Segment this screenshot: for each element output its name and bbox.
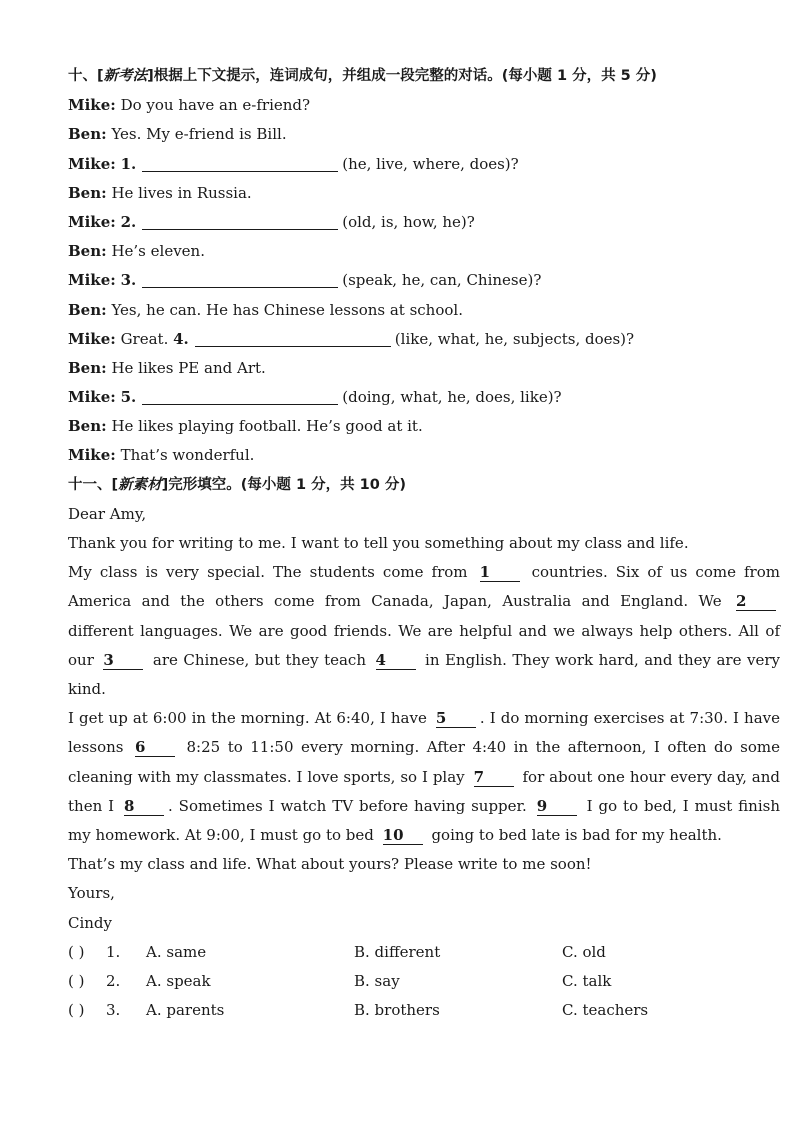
dialogue-line: [68, 296, 780, 325]
cloze-gap-5[interactable]: 5: [436, 709, 476, 728]
section-10-instructions: ]根据上下文提示，连词成句，并组成一段完整的对话。(每小题 1 分，共 5 分): [147, 68, 657, 84]
dialogue-text: He likes playing football. He’s good at it.: [111, 417, 423, 436]
question-number: 1.: [120, 154, 137, 173]
section-10-heading: [68, 62, 780, 91]
speaker: Mike:: [68, 212, 116, 231]
letter-greeting: Dear Amy,: [68, 504, 147, 523]
dialogue-question-4: [68, 325, 780, 354]
question-number: 5.: [120, 388, 137, 407]
option-a[interactable]: A. speak: [146, 971, 211, 990]
speaker: Ben:: [68, 358, 107, 377]
passage-text: I go to bed, I must finish my homework. At 9:00, I must go to bed: [68, 796, 780, 845]
passage-text: . Sometimes I watch TV before having supper.: [168, 796, 527, 815]
answer-blank-3[interactable]: [142, 269, 338, 288]
cloze-gap-8[interactable]: 8: [124, 797, 164, 816]
cloze-gap-2[interactable]: 2: [736, 592, 776, 611]
passage-text: are Chinese, but they teach: [152, 650, 366, 669]
speaker: Mike:: [68, 154, 116, 173]
section-10-tag: 新考法: [103, 68, 148, 84]
option-b[interactable]: B. brothers: [354, 1001, 440, 1020]
cloze-gap-3[interactable]: 3: [103, 651, 143, 670]
option-c[interactable]: C. teachers: [562, 1001, 649, 1020]
option-number: 1.: [106, 942, 121, 961]
letter-sign-off: Yours,: [68, 884, 115, 903]
speaker: Mike:: [68, 388, 116, 407]
answer-blank-4[interactable]: [195, 328, 391, 347]
passage-text: countries. Six of us come from America and the others come from Canada, Japan, Australia and England. We: [68, 563, 780, 611]
dialogue-line: [68, 354, 780, 383]
passage-text: in English. They work hard, and they are very kind.: [68, 650, 780, 698]
cloze-gap-10[interactable]: 10: [383, 826, 423, 845]
option-c[interactable]: C. talk: [562, 971, 612, 990]
section-10-prefix: 十、[: [68, 68, 104, 84]
question-number: 3.: [120, 271, 137, 290]
dialogue-text: He lives in Russia.: [111, 183, 252, 202]
cloze-gap-7[interactable]: 7: [474, 768, 514, 787]
speaker: Ben:: [68, 417, 107, 436]
speaker: Mike:: [68, 446, 116, 465]
question-number: 4.: [173, 329, 189, 348]
dialogue-line: [68, 91, 780, 120]
section-11-instructions: ]完形填空。(每小题 1 分，共 10 分): [161, 476, 406, 493]
dialogue-pre: Great.: [120, 329, 169, 348]
passage-text: 8:25 to 11:50 every morning. After 4:40 in the afternoon, I often do some cleaning with my classmates. I love sports, so I play: [68, 738, 780, 786]
option-a[interactable]: A. same: [146, 942, 207, 961]
option-number: 2.: [106, 971, 121, 990]
letter-signature: Cindy: [68, 913, 113, 932]
speaker: Mike:: [68, 96, 116, 115]
option-c[interactable]: C. old: [562, 942, 606, 961]
word-hint: (he, live, where, does)?: [342, 154, 519, 173]
cloze-gap-6[interactable]: 6: [135, 738, 175, 757]
dialogue-line: [68, 120, 780, 149]
dialogue-text: That’s wonderful.: [120, 446, 255, 465]
word-hint: (like, what, he, subjects, does)?: [394, 329, 635, 348]
speaker: Mike:: [68, 329, 116, 348]
answer-bracket[interactable]: ( ): [68, 942, 85, 961]
letter-paragraph-2: [68, 704, 780, 850]
answer-blank-2[interactable]: [142, 211, 338, 230]
question-number: 2.: [120, 212, 137, 231]
answer-blank-1[interactable]: [142, 153, 338, 172]
option-row-3: [68, 996, 780, 1025]
section-11-heading: [68, 471, 780, 500]
dialogue-line: [68, 441, 780, 470]
dialogue-question-2: [68, 208, 780, 237]
passage-text: different languages. We are good friends. We are helpful and we always help others. All of our: [68, 621, 780, 669]
dialogue-question-1: [68, 150, 780, 179]
cloze-gap-9[interactable]: 9: [537, 797, 577, 816]
dialogue-text: Do you have an e-friend?: [120, 96, 311, 115]
passage-text: I get up at 6:00 in the morning. At 6:40, I have: [68, 709, 427, 728]
section-11-prefix: 十一、[: [68, 476, 119, 493]
section-11-tag: 新素材: [118, 476, 162, 493]
dialogue-line: [68, 237, 780, 266]
passage-text: . I do morning exercises at 7:30. I have lessons: [68, 709, 780, 757]
dialogue-line: [68, 179, 780, 208]
letter-intro: Thank you for writing to me. I want to tell you something about my class and life.: [68, 534, 689, 552]
speaker: Ben:: [68, 242, 107, 261]
speaker: Mike:: [68, 271, 116, 290]
letter-paragraph-1: [68, 558, 780, 704]
dialogue-question-3: [68, 266, 780, 295]
worksheet-page: [68, 62, 780, 1025]
speaker: Ben:: [68, 300, 107, 319]
answer-blank-5[interactable]: [142, 386, 338, 405]
speaker: Ben:: [68, 125, 107, 144]
word-hint: (speak, he, can, Chinese)?: [342, 271, 542, 290]
option-b[interactable]: B. different: [354, 942, 441, 961]
passage-text: for about one hour every day, and then I: [68, 767, 780, 815]
passage-text: going to bed late is bad for my health.: [431, 826, 722, 845]
word-hint: (old, is, how, he)?: [342, 212, 475, 231]
passage-text: My class is very special. The students come from: [68, 563, 468, 582]
word-hint: (doing, what, he, does, like)?: [342, 388, 562, 407]
dialogue-text: He’s eleven.: [111, 242, 205, 261]
cloze-gap-4[interactable]: 4: [376, 651, 416, 670]
dialogue-text: Yes. My e-friend is Bill.: [111, 125, 287, 144]
dialogue-line: [68, 412, 780, 441]
dialogue-question-5: [68, 383, 780, 412]
dialogue-text: Yes, he can. He has Chinese lessons at school.: [111, 300, 463, 319]
dialogue-text: He likes PE and Art.: [111, 358, 266, 377]
letter-closing: That’s my class and life. What about yours? Please write to me soon!: [68, 855, 592, 874]
option-row-2: [68, 967, 780, 996]
option-row-1: [68, 938, 780, 967]
option-a[interactable]: A. parents: [146, 1001, 225, 1020]
speaker: Ben:: [68, 183, 107, 202]
cloze-gap-1[interactable]: 1: [480, 563, 520, 582]
answer-bracket[interactable]: ( ): [68, 971, 85, 990]
answer-bracket[interactable]: ( ): [68, 1001, 85, 1020]
option-number: 3.: [106, 1001, 121, 1020]
option-b[interactable]: B. say: [354, 971, 400, 990]
